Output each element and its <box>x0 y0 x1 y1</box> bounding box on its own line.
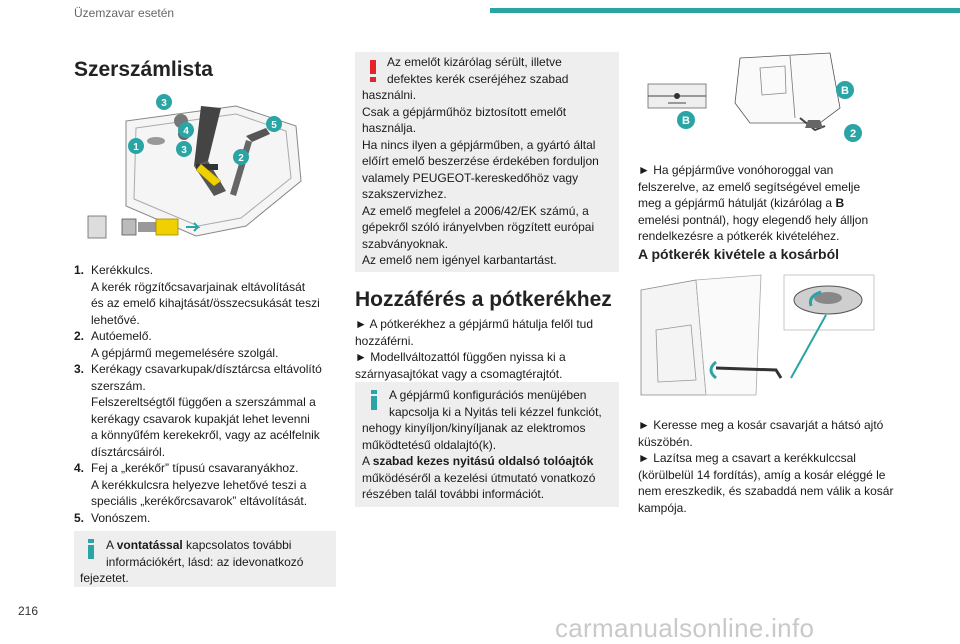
list-item: 4. Fej a „kerékőr” típusú csavaranyákhoz. A kerékkulcsra helyezve lehetővé teszi a speciális „kerékőrcsavarok” eltávolítását. <box>74 461 308 508</box>
list-item-line: lehetővé. <box>91 312 140 327</box>
list-item-line: Fej a „kerékőr” típusú csavaranyákhoz. <box>91 461 299 475</box>
spare-wheel-basket-illustration <box>636 270 876 400</box>
warning-line: Csak a gépjárműhöz biztosított emelőt <box>362 104 567 119</box>
warning-line: előírt emelő beszerzése érdekében forduljon <box>362 154 599 168</box>
list-item: 1. Kerékkulcs. A kerék rögzítőcsavarjainak eltávolítását és az emelő kihajtását/összecsukását teszi lehetővé. <box>74 263 320 327</box>
list-item-line: szerszám. <box>91 378 146 393</box>
list-item-line: és az emelő kihajtását/összecsukását teszi <box>91 296 320 310</box>
page-number: 216 <box>18 604 39 618</box>
list-item-line: A kerék rögzítőcsavarjainak eltávolítását <box>91 279 306 294</box>
basket-steps-text: ► Keresse meg a kosár csavarját a hátsó ajtó küszöbén. ► Lazítsa meg a csavart a kerékkulccsal (körülbelül 14 fordítás), amíg a kosár eléggé le nem ereszkedik, és szabaddá nem válik a kosár kampója. <box>638 418 894 515</box>
warning-line: Az emelő nem igényel karbantartást. <box>362 253 557 267</box>
jack-point-illustration <box>640 48 870 148</box>
warning-line: használni. <box>362 88 417 102</box>
header-accent-bar <box>490 8 960 13</box>
sliding-door-bold: szabad kezes nyitású oldalsó tolóajtók <box>372 454 594 468</box>
list-item-line: Vonószem. <box>91 510 151 525</box>
list-item-line: speciális „kerékőrcsavarok” eltávolítását. <box>91 494 308 508</box>
warning-icon <box>369 60 377 82</box>
list-item-line: Kerékagy csavarkupak/dísztárcsa eltávolító <box>91 362 322 376</box>
list-item-line: a könnyűfém kerekekről, vagy az acélfelnik <box>91 428 320 442</box>
warning-line: gépekről szóló irányelvben rögzített európai <box>362 220 595 234</box>
list-item-line: Felszereltségtől függően a szerszámmal a <box>91 395 316 409</box>
warning-line: szakszervizhez. <box>362 187 447 201</box>
callout-1: 1 <box>133 142 139 153</box>
tools-title: Szerszámlista <box>74 58 213 81</box>
config-info-box: A gépjármű konfigurációs menüjében kapcsolja ki a Nyitás teli kézzel funkciót, nehogy kinyíljon/kinyíljanak az elektromos működtetésű oldalajtó(k). A szabad kezes nyitású oldalsó tolóajtók működéséről a kezelési útmutató vonatkozó részében talál további információt. <box>355 382 619 507</box>
warning-line: szabványoknak. <box>362 236 449 251</box>
warning-line: Ha nincs ilyen a gépjárműben, a gyártó által <box>362 137 596 152</box>
warning-box <box>355 52 619 272</box>
towing-bold: vontatással <box>116 538 183 552</box>
info-icon <box>369 390 379 410</box>
list-item: 2. Autóemelő. A gépjármű megemelésére szolgál. <box>74 329 279 360</box>
tools-list <box>74 262 336 526</box>
callout-3: 3 <box>181 145 187 156</box>
spare-wheel-subtitle: A pótkerék kivétele a kosárból <box>638 246 840 262</box>
warning-line: defektes kerék cseréjéhez szabad <box>387 71 569 86</box>
callout-5: 5 <box>271 120 277 131</box>
section-header: Üzemzavar esetén <box>74 6 175 20</box>
warning-line: használja. <box>362 121 417 135</box>
list-item-line: Autóemelő. <box>91 329 152 343</box>
list-item-line: kerékagy csavarok kupakját lehet levenni <box>91 411 310 426</box>
access-text: ► A pótkerékhez a gépjármű hátulja felől tud hozzáférni. ► Modellváltozattól függően nyissa ki a szárnyasajtókat vagy a csomagtérajtót. <box>355 317 594 381</box>
info-icon <box>86 539 96 559</box>
list-item-line: A kerékkulcsra helyezve lehetővé teszi a <box>91 477 307 492</box>
callout-2-jack: 2 <box>849 128 857 140</box>
callout-b-left: B <box>682 115 690 127</box>
list-item-line: Kerékkulcs. <box>91 263 154 277</box>
list-item: 5. Vonószem. <box>74 510 151 525</box>
callout-4: 4 <box>183 126 189 137</box>
callout-b-right: B <box>841 85 849 97</box>
list-item-line: dísztárcsáiról. <box>91 444 166 459</box>
callout-3-top: 3 <box>161 98 167 109</box>
tool-kit-illustration <box>86 86 336 246</box>
warning-line: valamely PEUGEOT-kereskedőhöz vagy <box>362 170 579 185</box>
callout-2: 2 <box>238 153 244 164</box>
warning-line: Az emelő megfelel a 2006/42/EK számú, a <box>362 203 589 218</box>
access-title: Hozzáférés a pótkerékhez <box>355 288 612 311</box>
jack-point-b: B <box>835 196 845 210</box>
list-item-line: A gépjármű megemelésére szolgál. <box>91 345 279 360</box>
list-item: 3. Kerékagy csavarkupak/dísztárcsa eltávolító szerszám. Felszereltségtől függően a szerszámmal a kerékagy csavarok kupakját lehet levenni a könnyűfém kerekekről, vagy az acélfelnik dísztárcsáiról. <box>74 362 322 459</box>
watermark: carmanualsonline.info <box>555 613 815 643</box>
towing-info-box: A vontatással kapcsolatos további információkért, lásd: az idevonatkozó fejezetet. <box>74 531 336 587</box>
warning-line: Az emelőt kizárólag sérült, illetve <box>387 55 562 69</box>
towbar-text: ► Ha gépjárműve vonóhoroggal van felszerelve, az emelő segítségével emelje meg a gépjármű hátulját (kizárólag a B emelési pontnál), hogy elegendő hely álljon rendelkezésre a pótkerék kivételéhez. <box>638 163 869 243</box>
